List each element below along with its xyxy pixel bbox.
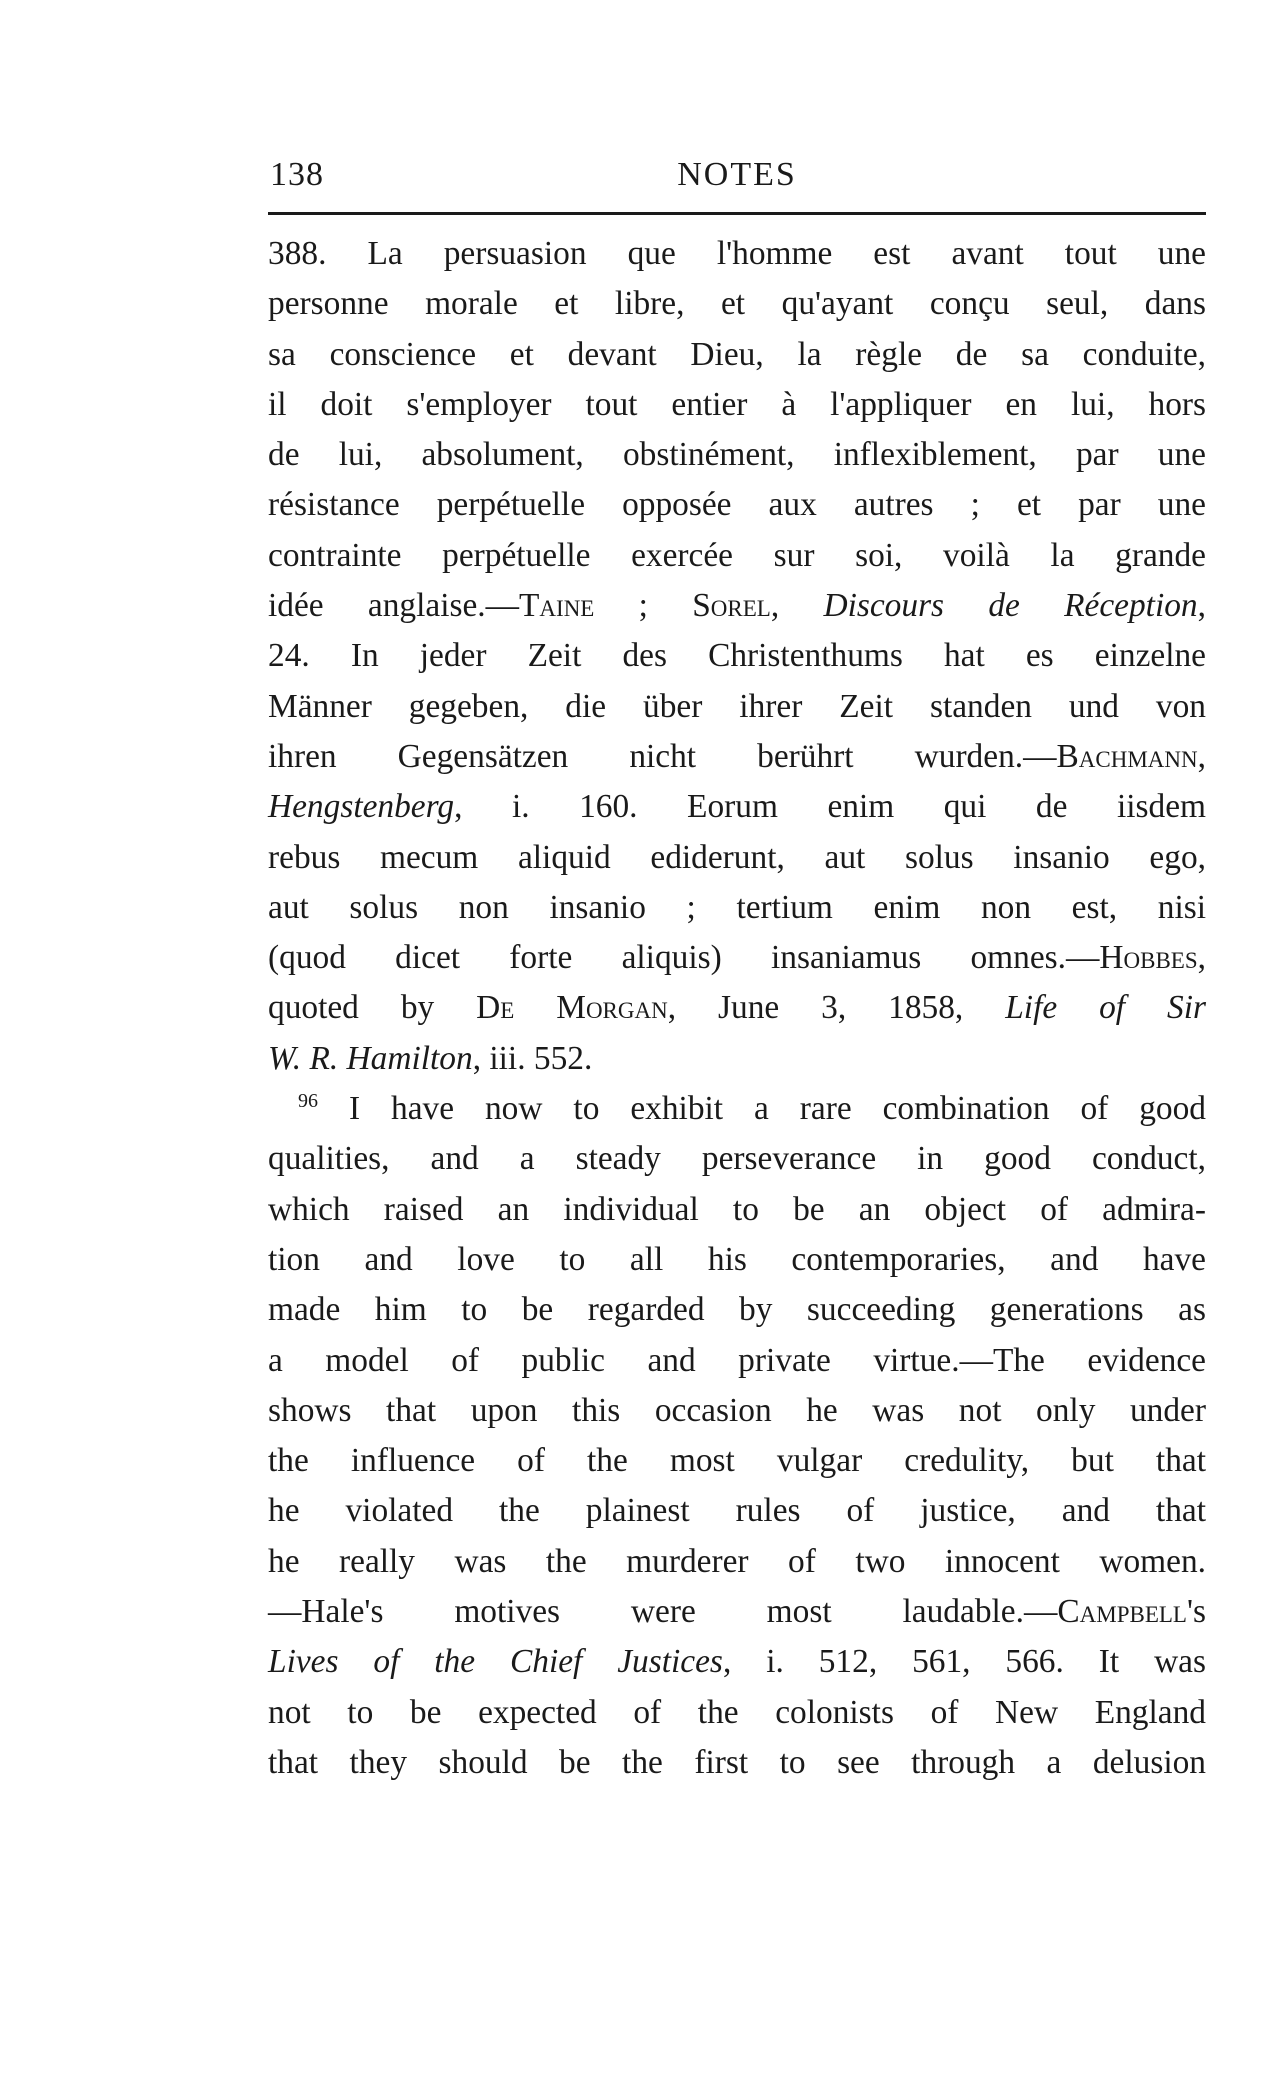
text-line: qualities, and a steady perseverance in good conduct, bbox=[268, 1140, 1206, 1178]
text-line: he really was the murderer of two innocent women. bbox=[268, 1542, 1206, 1580]
text-line: not to be expected of the colonists of New England bbox=[268, 1693, 1206, 1731]
page bbox=[268, 150, 1206, 1788]
work-title: W. R. Hamilton bbox=[268, 1039, 473, 1077]
text-line: which raised an individual to be an object of admira- bbox=[268, 1190, 1206, 1228]
text-line: résistance perpétuelle opposée aux autres ; et par une bbox=[268, 486, 1206, 524]
author-name: Campbell bbox=[1057, 1593, 1187, 1631]
author-name: Hobbes bbox=[1099, 939, 1198, 977]
notes-body bbox=[268, 229, 1206, 1788]
work-title: Lives of the Chief Justices bbox=[268, 1643, 723, 1681]
text-line: il doit s'employer tout entier à l'appliquer en lui, hors bbox=[268, 385, 1206, 423]
text-line: de lui, absolument, obstinément, inflexiblement, par une bbox=[268, 436, 1206, 474]
text-line: idée anglaise.—Taine ; Sorel, Discours de Réception, bbox=[268, 587, 1206, 625]
work-title: Discours de Réception bbox=[823, 587, 1198, 625]
author-name: Sorel bbox=[692, 587, 771, 625]
text-line: the influence of the most vulgar credulity, but that bbox=[268, 1442, 1206, 1480]
text-line: (quod dicet forte aliquis) insaniamus omnes.—Hobbes, bbox=[268, 939, 1206, 977]
text-line: shows that upon this occasion he was not only under bbox=[268, 1391, 1206, 1429]
author-name: De Morgan bbox=[476, 989, 668, 1027]
text-line: sa conscience et devant Dieu, la règle de sa conduite, bbox=[268, 335, 1206, 373]
author-name: Bachmann bbox=[1056, 737, 1198, 775]
text-line: personne morale et libre, et qu'ayant conçu seul, dans bbox=[268, 285, 1206, 323]
work-title: Hengstenberg bbox=[268, 788, 455, 826]
page-number: 138 bbox=[270, 156, 324, 193]
text-line: tion and love to all his contemporaries, and have bbox=[268, 1240, 1206, 1278]
text-line: Lives of the Chief Justices, i. 512, 561, 566. It was bbox=[268, 1643, 1206, 1681]
author-name: Taine bbox=[519, 587, 595, 625]
work-title: Life of Sir bbox=[1005, 989, 1206, 1027]
text-line: $^{96}$ I have now to exhibit a rare combination of good bbox=[298, 1090, 1206, 1128]
running-head bbox=[268, 150, 1206, 200]
text-line: rebus mecum aliquid ediderunt, aut solus insanio ego, bbox=[268, 838, 1206, 876]
text-line: Männer gegeben, die über ihrer Zeit standen und von bbox=[268, 687, 1206, 725]
text-line: contrainte perpétuelle exercée sur soi, voilà la grande bbox=[268, 536, 1206, 574]
running-title: NOTES bbox=[677, 156, 797, 193]
text-line: made him to be regarded by succeeding generations as bbox=[268, 1291, 1206, 1329]
text-line: W. R. Hamilton, iii. 552. bbox=[268, 1039, 593, 1077]
text-line: —Hale's motives were most laudable.—Campbell's bbox=[268, 1593, 1206, 1631]
text-line: he violated the plainest rules of justice, and that bbox=[268, 1492, 1206, 1530]
text-line: ihren Gegensätzen nicht berührt wurden.—Bachmann, bbox=[268, 737, 1206, 775]
text-line: quoted by De Morgan, June 3, 1858, Life of Sir bbox=[268, 989, 1206, 1027]
text-line: 24. In jeder Zeit des Christenthums hat es einzelne bbox=[268, 637, 1206, 675]
text-line: aut solus non insanio ; tertium enim non est, nisi bbox=[268, 888, 1206, 926]
text-line: Hengstenberg, i. 160. Eorum enim qui de iisdem bbox=[268, 788, 1206, 826]
text-line: that they should be the first to see through a delusion bbox=[268, 1743, 1206, 1781]
text-line: a model of public and private virtue.—The evidence bbox=[268, 1341, 1206, 1379]
text-line: 388. La persuasion que l'homme est avant tout une bbox=[268, 235, 1206, 272]
note-number: 96 bbox=[298, 1090, 318, 1113]
header-rule bbox=[268, 212, 1206, 215]
